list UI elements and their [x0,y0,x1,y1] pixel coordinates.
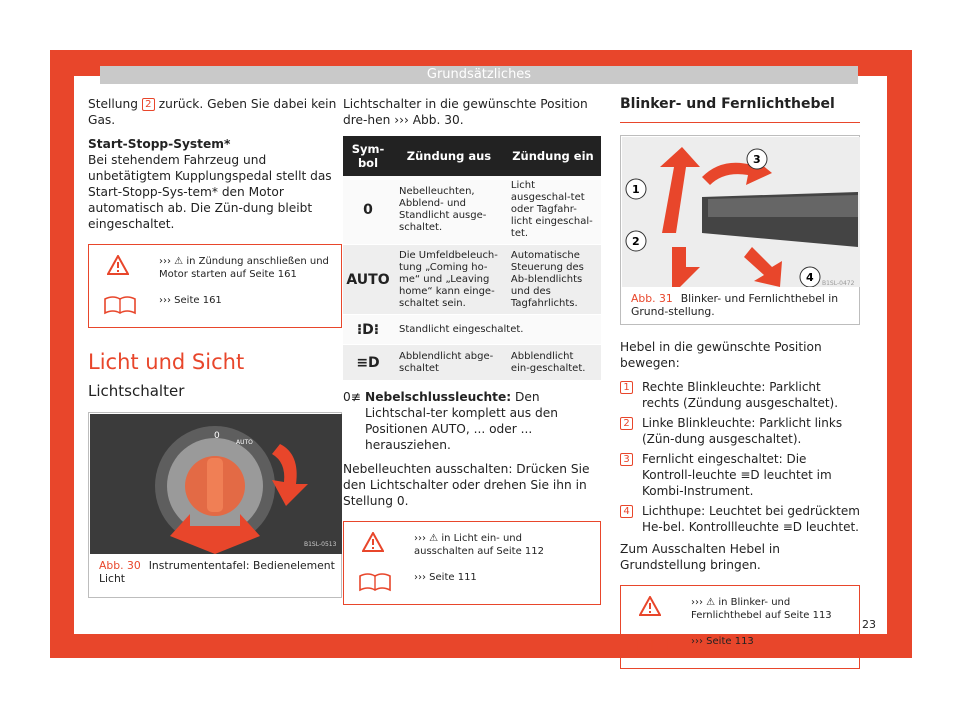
warning-icon [107,255,129,275]
paragraph-intro: Hebel in die gewünschte Position bewegen: [620,340,822,370]
warning-box [343,521,601,605]
figure-label: Abb. 31 [631,292,673,305]
table-row [343,345,601,381]
book-icon [635,634,669,656]
parking-light-icon: ⁝D⁝ [343,315,393,345]
warning-icon [639,596,661,616]
warning-box [620,585,860,669]
book-icon [358,570,392,592]
section-title: Blinker- und Fernlichthebel [620,96,860,123]
step-number: 2 [620,417,633,430]
table-cell: Standlicht eingeschaltet. [393,315,601,345]
table-cell: Automatische Steuerung des Ab-blendlichts und des Tagfahrlichts. [505,245,601,315]
table-header-row [343,136,601,176]
list-item [620,503,860,535]
item-text: Linke Blinkleuchte: Parklicht links (Zün-dung ausgeschaltet). [642,416,843,446]
figure-code: B1SL-0472 [822,280,855,287]
figure-caption [631,292,859,318]
table-row [343,315,601,345]
figure-label: Abb. 30 [99,559,141,572]
lever-illustration [622,137,860,287]
step-number: 3 [620,453,633,466]
page-number: 23 [862,618,876,631]
column-middle [343,96,601,617]
list-item [620,451,860,499]
table-header: Sym-bol [343,136,393,176]
arrow-label: 2 [632,235,640,248]
column-left [88,96,342,598]
table-row [343,245,601,315]
arrow-label: 3 [753,153,761,166]
fog-title: Nebelschlussleuchte: [365,390,512,404]
step-number: 1 [620,381,633,394]
figure-light-switch-image [90,414,342,554]
table-cell: Licht ausgeschal-tet oder Tagfahr-licht eingeschal-tet. [505,176,601,245]
page-ref[interactable]: ››› Seite 113 [691,636,754,647]
table-header: Zündung aus [393,136,505,176]
section-header: Grundsätzliches [100,66,858,84]
table-cell: Die Umfeldbeleuch-tung „Coming ho-me“ und „Leaving home“ kann einge-schaltet sein. [393,245,505,315]
warning-ref[interactable]: ››› ⚠ in Zündung anschließen und Motor starten auf Seite 161 [159,256,329,280]
figure-lever-image [622,137,860,287]
section-title: Lichtschalter [88,382,185,400]
list-item [620,379,860,411]
knob-auto-label: AUTO [236,439,253,446]
column-right [620,96,860,681]
item-text: Rechte Blinkleuchte: Parklicht rechts (Zündung ausgeschaltet). [642,380,839,410]
symbol-cell: AUTO [343,245,393,315]
table-row [343,176,601,245]
step-number: 4 [620,505,633,518]
paragraph-start-stopp: Bei stehendem Fahrzeug und unbetätigtem Kupplungspedal stellt das Start-Stopp-Sys-tem* den Motor automatisch ab. Die Zün-dung bleibt eingeschaltet. [88,153,332,231]
step-number: 2 [142,98,155,111]
page-ref[interactable]: ››› Seite 161 [159,295,222,306]
paragraph-outro: Zum Ausschalten Hebel in Grundstellung bringen. [620,542,781,572]
warning-icon [362,532,384,552]
fog-light-icon: 0≢ [343,390,361,404]
list-item [620,415,860,447]
table-cell: Nebelleuchten, Abblend- und Standlicht ausge-schaltet. [393,176,505,245]
low-beam-icon: ≡D [343,345,393,381]
caption-text: Blinker- und Fernlichthebel in Grund-stellung. [631,292,839,318]
text: zurück. Geben Sie dabei kein Gas. [88,97,337,127]
item-text: Fernlicht eingeschaltet: Die Kontroll-leuchte ≡D leuchtet im Kombi-Instrument. [642,452,832,498]
paragraph-stellung [88,96,342,128]
light-switch-illustration [90,414,342,554]
symbol-cell: 0 [343,176,393,245]
paragraph-fog [343,389,601,453]
figure-caption [99,559,341,585]
chapter-title: Licht und Sicht [88,350,245,374]
warning-box [88,244,342,328]
subheading-start-stopp: Start-Stopp-System* [88,137,231,151]
text: Stellung [88,97,138,111]
warning-ref[interactable]: ››› ⚠ in Licht ein- und ausschalten auf Seite 112 [414,533,544,557]
caption-text: Instrumententafel: Bedienelement Licht [99,559,335,585]
table-cell: Abblendlicht abge-schaltet [393,345,505,381]
figure-31 [620,135,860,325]
item-text: Lichthupe: Leuchtet bei gedrücktem He-bel. Kontrollleuchte ≡D leuchtet. [642,504,860,534]
figure-code: B1SL-0513 [304,541,337,548]
paragraph-fog-off: Nebelleuchten ausschalten: Drücken Sie den Lichtschalter oder drehen Sie ihn in Stellung 0. [343,462,590,508]
table-header: Zündung ein [505,136,601,176]
arrow-label: 4 [806,271,814,284]
figure-30 [88,412,342,598]
light-switch-table [343,136,601,381]
fog-text: Den Lichtschal-ter komplett aus den Positionen AUTO, ... oder ... herausziehen. [365,390,558,452]
page-ref[interactable]: ››› Seite 111 [414,572,477,583]
paragraph-intro: Lichtschalter in die gewünschte Position dre-hen ››› Abb. 30. [343,97,588,127]
warning-ref[interactable]: ››› ⚠ in Blinker- und Fernlichthebel auf Seite 113 [691,597,832,621]
knob-zero-label: 0 [214,431,220,441]
arrow-label: 1 [632,183,640,196]
table-cell: Abblendlicht ein-geschaltet. [505,345,601,381]
book-icon [103,293,137,315]
